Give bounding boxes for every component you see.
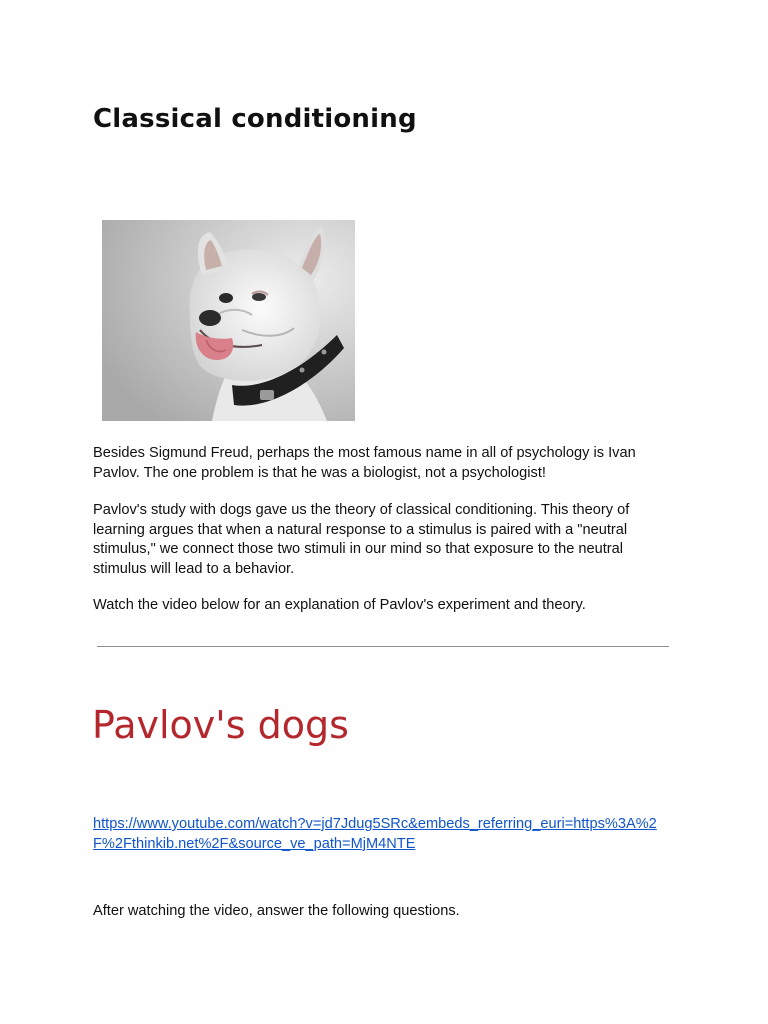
bulldog-photo (102, 220, 355, 421)
youtube-video-link[interactable]: https://www.youtube.com/watch?v=jd7Jdug5SRc&embeds_referring_euri=https%3A%2F%2Fthinkib.net%2F&source_ve_path=MjM4NTE (93, 816, 657, 852)
video-instruction-paragraph: Watch the video below for an explanation of Pavlov's experiment and theory. (93, 597, 586, 613)
intro-paragraph: Besides Sigmund Freud, perhaps the most famous name in all of psychology is Ivan Pavlov. The one problem is that he was a biologist, not a psychologist! (93, 445, 636, 481)
section-title-classical-conditioning: Classical conditioning (93, 104, 417, 134)
section-divider (97, 646, 669, 647)
section-title-pavlovs-dogs: Pavlov's dogs (92, 703, 349, 747)
theory-paragraph: Pavlov's study with dogs gave us the theory of classical conditioning. This theory of learning argues that when a natural response to a stimulus is paired with a "neutral stimulus," we connect those two stimuli in our mind so that exposure to the neutral stimulus will lead to a behavior. (93, 502, 630, 577)
questions-instruction: After watching the video, answer the following questions. (93, 903, 460, 919)
